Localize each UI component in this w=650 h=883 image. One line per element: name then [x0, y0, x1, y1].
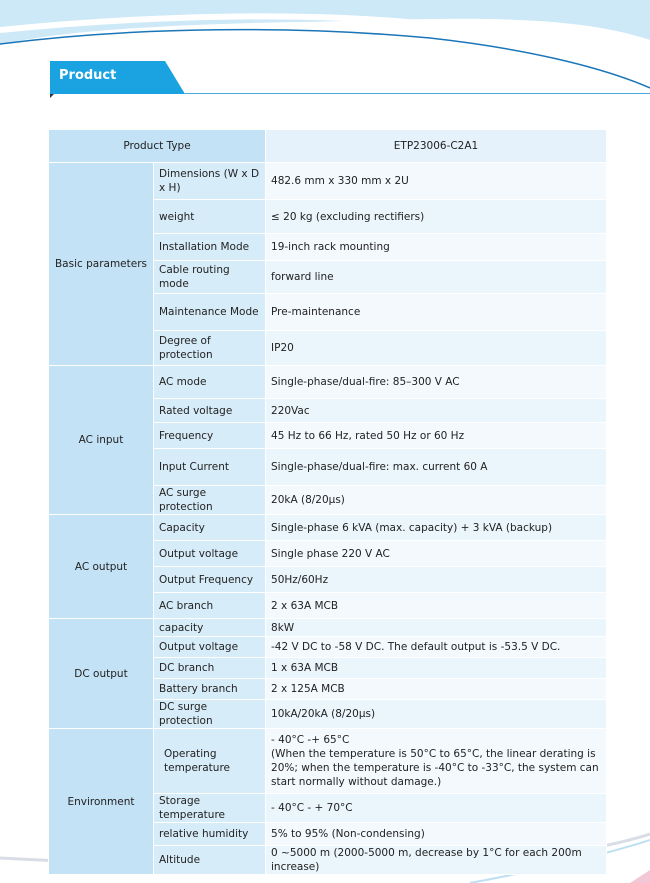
row-label: Battery branch	[154, 679, 266, 700]
row-value: 8kW	[266, 619, 607, 637]
row-label: Capacity	[154, 515, 266, 541]
header-wave-decoration	[0, 0, 650, 120]
row-value: 20kA (8/20μs)	[266, 486, 607, 515]
row-label: AC branch	[154, 593, 266, 619]
row-value: 19-inch rack mounting	[266, 234, 607, 261]
row-label: capacity	[154, 619, 266, 637]
row-value: Single-phase/dual-fire: max. current 60 A	[266, 449, 607, 486]
group-name: DC output	[49, 619, 154, 729]
row-value: 2 x 125A MCB	[266, 679, 607, 700]
table-row	[49, 163, 607, 200]
group-name: AC output	[49, 515, 154, 619]
row-label: Output voltage	[154, 541, 266, 567]
row-value: 2 x 63A MCB	[266, 593, 607, 619]
table-row	[49, 515, 607, 541]
row-value: 10kA/20kA (8/20μs)	[266, 700, 607, 729]
row-label: Operating temperature	[154, 729, 266, 794]
row-value: ≤ 20 kg (excluding rectifiers)	[266, 200, 607, 234]
section-header	[50, 61, 610, 97]
table-row	[49, 366, 607, 399]
row-value: IP20	[266, 331, 607, 366]
row-label: Altitude	[154, 846, 266, 875]
section-divider	[185, 93, 650, 94]
row-label: Output voltage	[154, 637, 266, 658]
header-label: Product Type	[49, 130, 266, 163]
product-spec-table	[48, 129, 607, 875]
row-label: Dimensions (W x D x H)	[154, 163, 266, 200]
row-label: Degree of protection	[154, 331, 266, 366]
group-name: AC input	[49, 366, 154, 515]
row-label: Frequency	[154, 423, 266, 449]
row-value: - 40°C -+ 65°C (When the temperature is 50°C to 65°C, the linear derating is 20%; when the temperature is -40°C to -33°C, the system can start normally without damage.)	[266, 729, 607, 794]
row-label: Cable routing mode	[154, 261, 266, 294]
row-label: Maintenance Mode	[154, 294, 266, 331]
row-value: 50Hz/60Hz	[266, 567, 607, 593]
row-value: 45 Hz to 66 Hz, rated 50 Hz or 60 Hz	[266, 423, 607, 449]
row-label: Rated voltage	[154, 399, 266, 423]
row-label: relative humidity	[154, 823, 266, 846]
row-label: AC surge protection	[154, 486, 266, 515]
row-value: Single phase 220 V AC	[266, 541, 607, 567]
table-header-row	[49, 130, 607, 163]
row-label: Output Frequency	[154, 567, 266, 593]
row-value: Single-phase 6 kVA (max. capacity) + 3 kVA (backup)	[266, 515, 607, 541]
row-value: 5% to 95% (Non-condensing)	[266, 823, 607, 846]
row-label: Installation Mode	[154, 234, 266, 261]
row-label: AC mode	[154, 366, 266, 399]
header-value: ETP23006-C2A1	[266, 130, 607, 163]
row-value: Single-phase/dual-fire: 85–300 V AC	[266, 366, 607, 399]
table-row	[49, 619, 607, 637]
row-value: 482.6 mm x 330 mm x 2U	[266, 163, 607, 200]
tab-corner	[50, 94, 54, 98]
row-value: forward line	[266, 261, 607, 294]
group-name: Environment	[49, 729, 154, 875]
row-value: - 40°C - + 70°C	[266, 794, 607, 823]
row-value: 0 ~5000 m (2000-5000 m, decrease by 1°C for each 200m increase)	[266, 846, 607, 875]
row-value: 1 x 63A MCB	[266, 658, 607, 679]
row-value: -42 V DC to -58 V DC. The default output is -53.5 V DC.	[266, 637, 607, 658]
group-name: Basic parameters	[49, 163, 154, 366]
section-title: Product	[59, 68, 117, 83]
row-label: Storage temperature	[154, 794, 266, 823]
row-label: DC branch	[154, 658, 266, 679]
row-value: Pre-maintenance	[266, 294, 607, 331]
row-value: 220Vac	[266, 399, 607, 423]
table-row	[49, 729, 607, 794]
row-label: DC surge protection	[154, 700, 266, 729]
row-label: Input Current	[154, 449, 266, 486]
row-label: weight	[154, 200, 266, 234]
